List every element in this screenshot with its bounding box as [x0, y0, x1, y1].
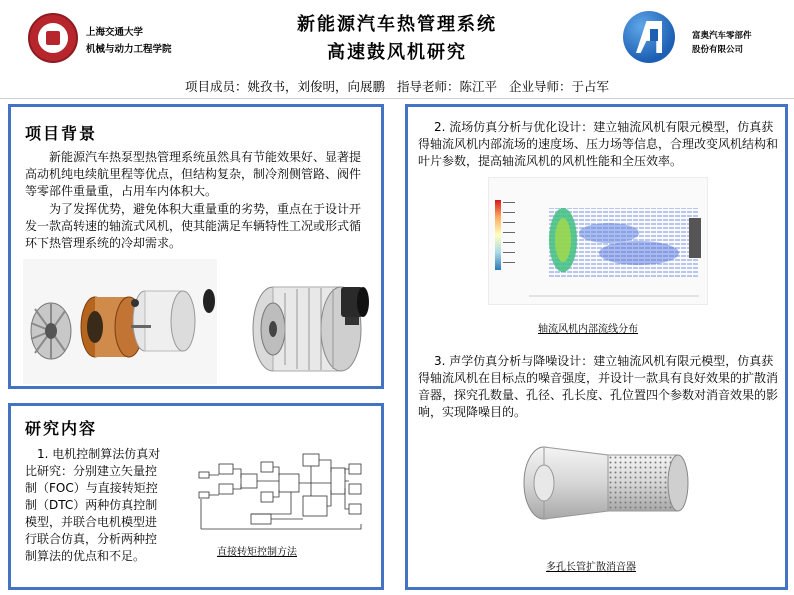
muffler-image [498, 425, 698, 543]
simulation-panel [405, 104, 788, 590]
department-name: 机械与动力工程学院 [86, 44, 172, 55]
cfd-streamline-image [488, 177, 708, 305]
research-item-2: 2. 流场仿真分析与优化设计：建立轴流风机有限元模型，仿真获得轴流风机内部流场的速度场、压力场等信息，合理改变风机结构和叶片参数，提高轴流风机的风机性能和全压效率。 [418, 120, 779, 168]
team-advisor: 指导老师：陈江平 [396, 79, 497, 94]
muffler-caption: 多孔长管扩散消音器 [546, 562, 636, 573]
assembled-fan-image [241, 259, 381, 384]
research-title: 研究内容 [25, 419, 98, 438]
team-mentor: 企业导师：于占军 [508, 79, 609, 94]
poster-title-line1: 新能源汽车热管理系统 [297, 14, 497, 35]
company-name-line2: 股份有限公司 [692, 45, 744, 55]
divider [0, 98, 794, 99]
poster-title-line2: 高速鼓风机研究 [327, 42, 467, 63]
exploded-fan-image [23, 259, 217, 384]
team-members: 项目成员：姚孜书，刘俊明，向展鹏 [184, 79, 385, 94]
cfd-caption: 轴流风机内部流线分布 [538, 324, 638, 335]
company-name-line1: 富奥汽车零部件 [692, 31, 752, 41]
research-item-1: 1. 电机控制算法仿真对比研究：分别建立矢量控制（FOC）与直接转矩控制（DTC）两种仿真控制模型，并联合电机模型进行联合仿真，分析两种控制算法的优点和不足。 [25, 447, 161, 563]
simulink-diagram-image [191, 444, 371, 539]
research-caption: 直接转矩控制方法 [217, 547, 297, 558]
background-panel [8, 104, 384, 389]
research-panel [8, 403, 384, 590]
team-info-bar [0, 75, 794, 98]
background-paragraph-2: 为了发挥优势，避免体积大重量重的劣势，重点在于设计开发一款高转速的轴流式风机，使其能满足车辆特性工况或形式循环下热管理系统的冷却需求。 [25, 202, 362, 250]
background-title: 项目背景 [25, 124, 98, 143]
background-paragraph-1: 新能源汽车热泵型热管理系统虽然具有节能效果好、显著提高动机纯电续航里程等优点，但结构复杂，制冷剂侧管路、阀件等零部件重量重，占用车内体积大。 [25, 150, 362, 198]
research-item-3: 3. 声学仿真分析与降噪设计：建立轴流风机有限元模型，仿真获得轴流风机在目标点的噪音强度，并设计一款具有良好效果的扩散消音器，探究孔数量、孔径、孔长度、孔位置四个参数对消音效果的影响，实现降噪目的。 [418, 354, 779, 419]
school-name: 上海交通大学 [86, 27, 144, 38]
company-logo [623, 11, 675, 63]
